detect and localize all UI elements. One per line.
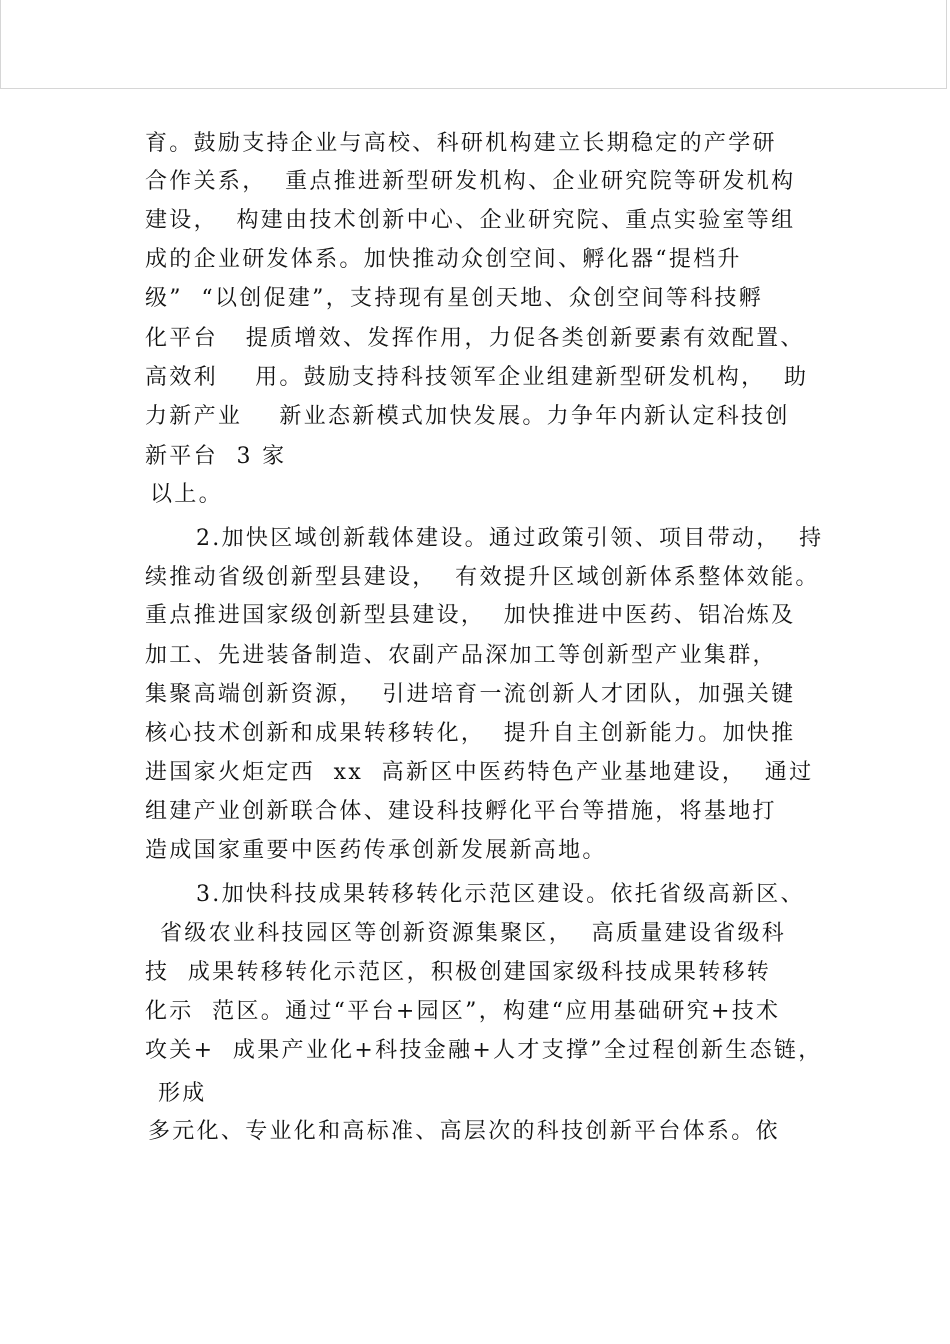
text-line: 核心技术创新和成果转移转化， 提升自主创新能力。加快推	[145, 721, 796, 746]
text-line: 化平台 提质增效、发挥作用，力促各类创新要素有效配置、	[145, 326, 805, 351]
text-line: 集聚高端创新资源， 引进培育一流创新人才团队，加强关键	[145, 682, 796, 707]
text-line: 新平台 3 家	[145, 444, 287, 469]
text-line: 育。鼓励支持企业与高校、科研机构建立长期稳定的产学研	[145, 131, 777, 156]
text-line: 加工、先进装备制造、农副产品深加工等创新型产业集群，	[145, 643, 777, 668]
paragraph-3-first-line: 3.加快科技成果转移转化示范区建设。依托省级高新区、	[196, 882, 805, 907]
text-line: 造成国家重要中医药传承创新发展新高地。	[145, 838, 607, 863]
text-line: 组建产业创新联合体、建设科技孵化平台等措施，将基地打	[145, 799, 777, 824]
text-line: 多元化、专业化和高标准、高层次的科技创新平台体系。依	[148, 1119, 780, 1144]
text-line: 形成	[158, 1081, 207, 1106]
text-line: 续推动省级创新型县建设， 有效提升区域创新体系整体效能。	[145, 565, 820, 590]
text-line: 建设， 构建由技术创新中心、企业研究院、重点实验室等组	[145, 208, 796, 233]
text-line: 以上。	[150, 482, 223, 507]
text-line: 力新产业 新业态新模式加快发展。力争年内新认定科技创	[145, 404, 790, 429]
text-line: 成的企业研发体系。加快推动众创空间、孵化器“提档升	[145, 247, 742, 272]
header-area	[0, 0, 947, 89]
text-line: 重点推进国家级创新型县建设， 加快推进中医药、铝冶炼及	[145, 603, 796, 628]
text-line: 技 成果转移转化示范区，积极创建国家级科技成果转移转	[145, 960, 772, 985]
text-line: 合作关系， 重点推进新型研发机构、企业研究院等研发机构	[145, 169, 796, 194]
text-line: 进国家火炬定西 xx 高新区中医药特色产业基地建设， 通过	[145, 760, 814, 785]
text-line: 高效利 用。鼓励支持科技领军企业组建新型研发机构， 助	[145, 365, 809, 390]
text-line: 化示 范区。通过“平台+园区”，构建“应用基础研究+技术	[145, 999, 781, 1024]
text-line: 省级农业科技园区等创新资源集聚区， 高质量建设省级科	[160, 921, 787, 946]
text-line: 级” “以创促建”，支持现有星创天地、众创空间等科技孵	[145, 286, 764, 311]
paragraph-2-first-line: 2.加快区域创新载体建设。通过政策引领、项目带动， 持	[196, 526, 824, 551]
text-line: 攻关+ 成果产业化+科技金融+人才支撑”全过程创新生态链，	[145, 1038, 823, 1063]
